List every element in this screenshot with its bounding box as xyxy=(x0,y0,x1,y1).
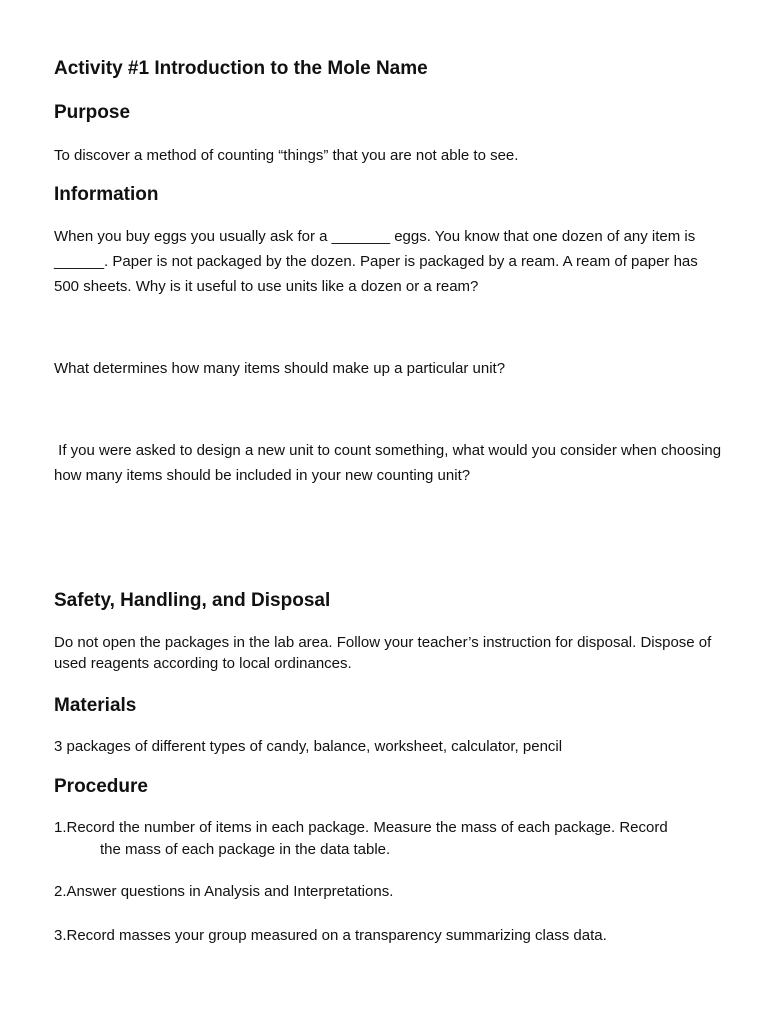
page-title: Activity #1 Introduction to the Mole Name xyxy=(54,58,428,79)
information-paragraph: When you buy eggs you usually ask for a _______ eggs. You know that one dozen of any item is ______. Paper is not packaged by the dozen. Paper is packaged by a ream. A ream of paper has 500 sheets. Why is it useful to use units like a dozen or a ream? xyxy=(54,228,698,295)
materials-heading: Materials xyxy=(54,695,137,716)
materials-text: 3 packages of different types of candy, balance, worksheet, calculator, pencil xyxy=(54,738,563,755)
procedure-step-2: 2.Answer questions in Analysis and Interpretations. xyxy=(54,883,394,900)
safety-heading: Safety, Handling, and Disposal xyxy=(54,590,331,611)
procedure-step-1-line-1: 1.Record the number of items in each package. Measure the mass of each package. Record xyxy=(54,819,668,836)
information-question-1: What determines how many items should make up a particular unit? xyxy=(54,360,506,377)
information-question-2: If you were asked to design a new unit to count something, what would you consider when choosing how many items should be included in your new counting unit? xyxy=(54,442,726,484)
procedure-heading: Procedure xyxy=(54,776,148,797)
information-heading: Information xyxy=(54,184,159,205)
purpose-text: To discover a method of counting “things” that you are not able to see. xyxy=(54,147,519,164)
procedure-step-1 xyxy=(54,817,714,861)
procedure-step-3: 3.Record masses your group measured on a transparency summarizing class data. xyxy=(54,927,607,944)
purpose-heading: Purpose xyxy=(54,102,131,123)
procedure-step-1-line-2: the mass of each package in the data table. xyxy=(100,841,391,858)
safety-text: Do not open the packages in the lab area. Follow your teacher’s instruction for disposal. Dispose of used reagents according to local ordinances. xyxy=(54,634,712,672)
